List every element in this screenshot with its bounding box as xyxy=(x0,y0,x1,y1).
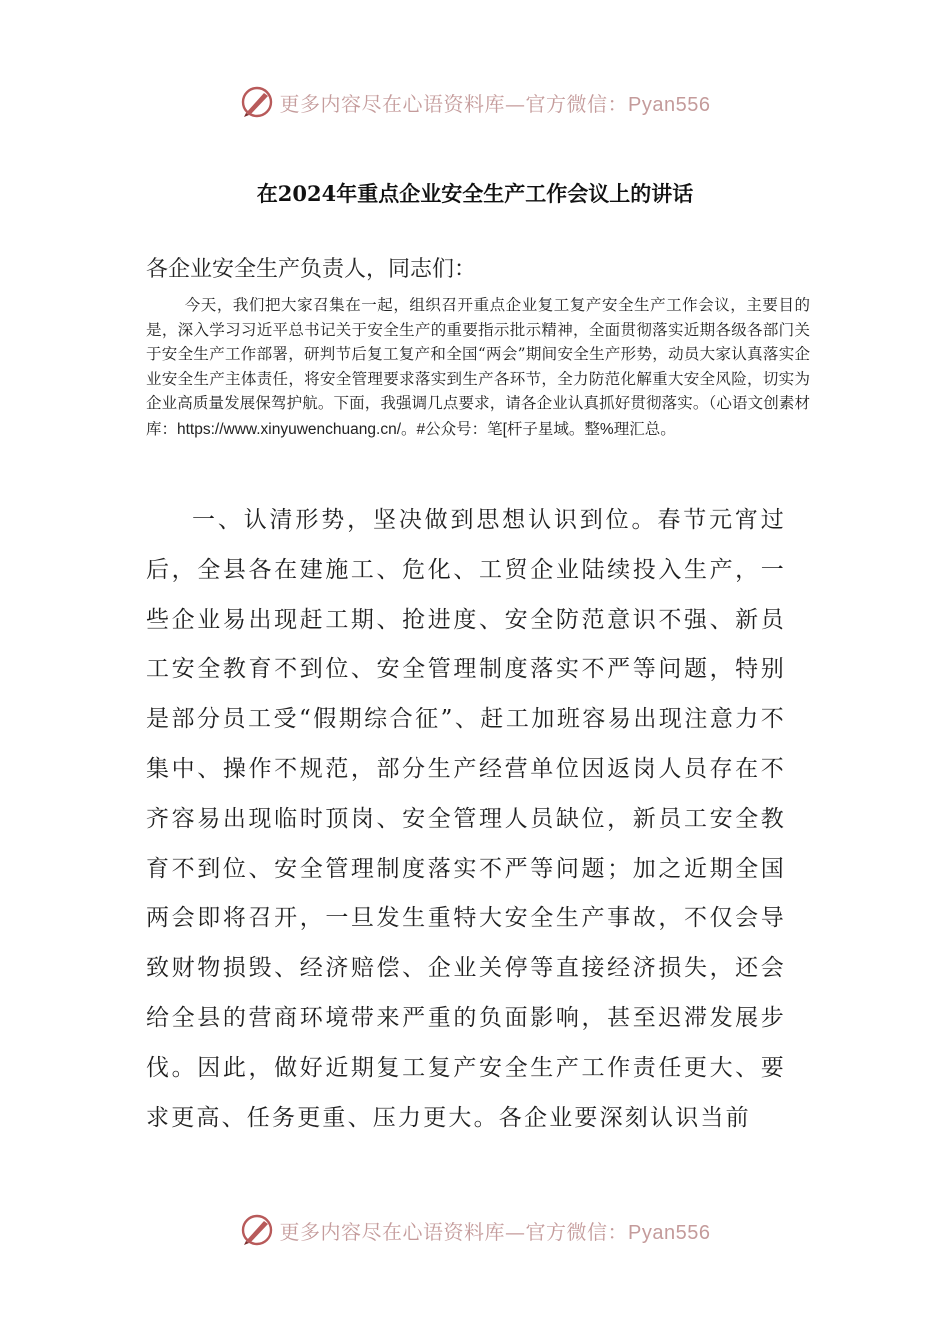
footer-watermark-banner xyxy=(0,1208,950,1252)
section-1-paragraph: 一、认清形势，坚决做到思想认识到位。春节元宵过后，全县各在建施工、危化、工贸企业陆续投入生产，一些企业易出现赶工期、抢进度、安全防范意识不强、新员工安全教育不到位、安全管理制度落实不严等问题，特别是部分员工受“假期综合征”、赶工加班容易出现注意力不集中、操作不规范，部分生产经营单位因返岗人员存在不齐容易出现临时顶岗、安全管理人员缺位，新员工安全教育不到位、安全管理制度落实不严等问题；加之近期全国两会即将召开，一旦发生重特大安全生产事故，不仅会导致财物损毁、经济赔偿、企业关停等直接经济损失，还会给全县的营商环境带来严重的负面影响，甚至迟滞发展步伐。因此，做好近期复工复产安全生产工作责任更大、要求更高、任务更重、压力更大。各企业要深刻认识当前 xyxy=(146,507,786,1131)
pen-logo-icon xyxy=(240,85,274,119)
source-note: （心语文创素材库：https://www.xinyuwenchuang.cn/。#公众号：笔[杆子星域。整%理汇总。 xyxy=(146,395,810,438)
salutation: 各企业安全生产负责人，同志们： xyxy=(146,257,477,282)
wechat-handle: Pyan556 xyxy=(628,1221,711,1244)
intro-text: 今天，我们把大家召集在一起，组织召开重点企业复工复产安全生产工作会议，主要目的是，深入学习习近平总书记关于安全生产的重要指示批示精神，全面贯彻落实近期各级各部门关于安全生产工作部署，研判节后复工复产和全国“两会”期间安全生产形势，动员大家认真落实企业安全生产主体责任，将安全管理要求落实到生产各环节，全力防范化解重大安全风险，切实为企业高质量发展保驾护航。下面，我强调几点要求，请各企业认真抓好贯彻落实。 xyxy=(146,296,810,412)
document-title: 在2024年重点企业安全生产工作会议上的讲话 xyxy=(256,181,694,206)
pen-logo-icon xyxy=(240,1213,274,1247)
header-watermark-banner xyxy=(0,80,950,124)
watermark-text: 更多内容尽在心语资料库—官方微信：Pyan556 xyxy=(279,1219,711,1244)
wechat-handle: Pyan556 xyxy=(628,93,711,116)
intro-paragraph xyxy=(146,293,810,442)
watermark-text: 更多内容尽在心语资料库—官方微信：Pyan556 xyxy=(279,91,711,116)
